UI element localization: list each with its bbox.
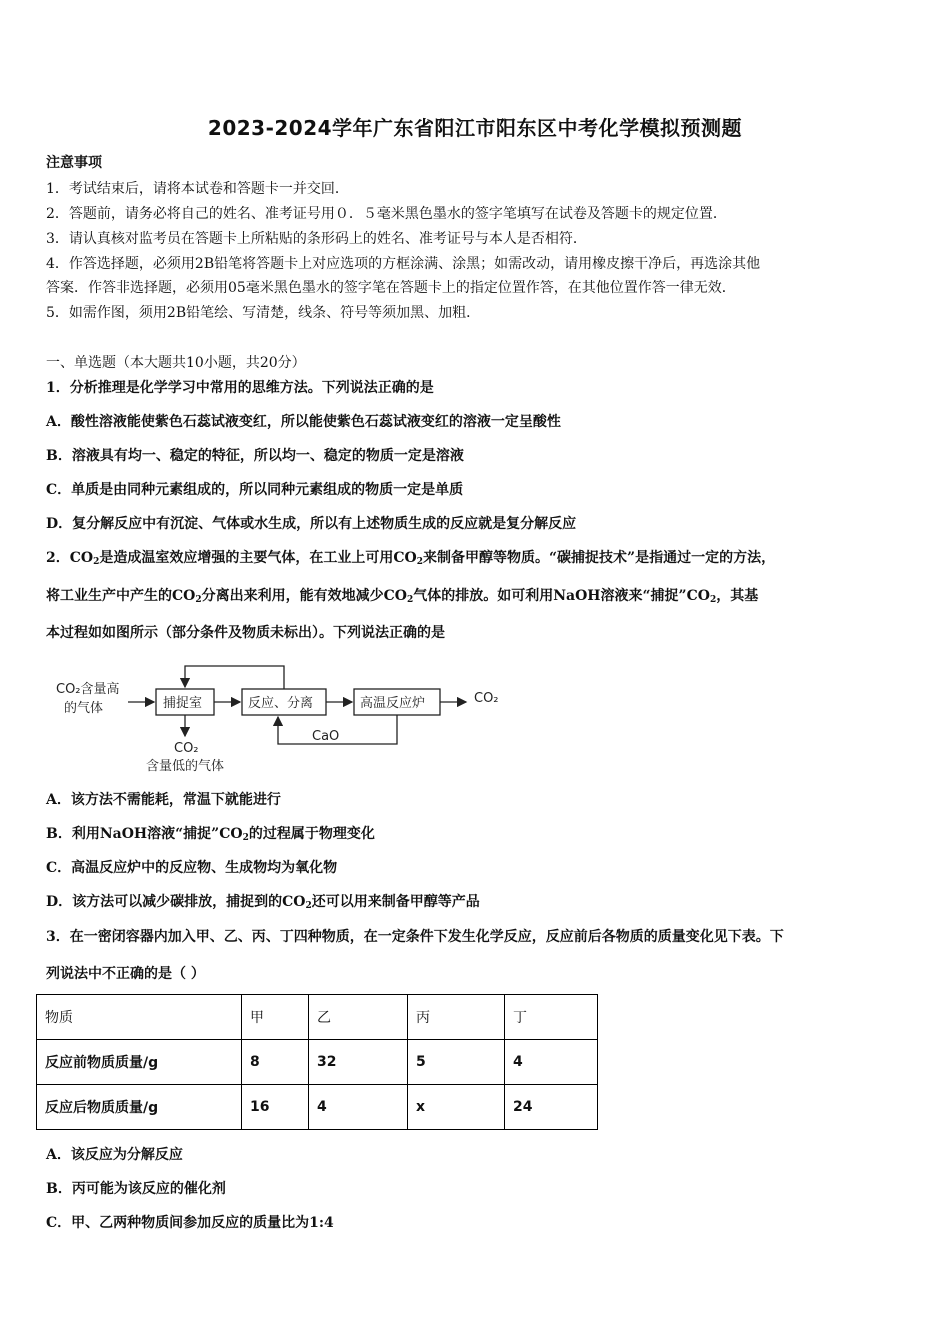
notice-item: 3．请认真核对监考员在答题卡上所粘贴的条形码上的姓名、准考证号与本人是否相符． — [46, 231, 587, 247]
process-flow-diagram — [50, 660, 520, 780]
q3-option-b: B．丙可能为该反应的催化剂 — [46, 1181, 226, 1197]
notice-item: 5．如需作图，须用2B铅笔绘、写清楚，线条、符号等须加黑、加粗． — [46, 305, 481, 321]
table-row — [37, 1085, 598, 1130]
table-cell: 反应前物质质量/g — [37, 1040, 242, 1085]
question-3-line2: 列说法中不正确的是（ ） — [46, 966, 205, 982]
question-1-stem: 1．分析推理是化学学习中常用的思维方法。下列说法正确的是 — [46, 380, 434, 396]
table-row — [37, 1040, 598, 1085]
q2-option-a: A．该方法不需能耗，常温下就能进行 — [46, 792, 281, 808]
table-cell: 4 — [309, 1085, 408, 1130]
notice-item: 4．作答选择题，必须用2B铅笔将答题卡上对应选项的方框涂满、涂黑；如需改动，请用橡皮擦干净后，再选涂其他 — [46, 256, 761, 272]
low-gas-label-line1: CO₂ — [174, 741, 199, 756]
q3-option-c: C．甲、乙两种物质间参加反应的质量比为1:4 — [46, 1215, 334, 1231]
cao-label: CaO — [312, 729, 340, 744]
table-cell: 32 — [309, 1040, 408, 1085]
q2-option-c: C．高温反应炉中的反应物、生成物均为氧化物 — [46, 860, 338, 876]
page-title: 2023-2024学年广东省阳江市阳东区中考化学模拟预测题 — [207, 116, 743, 140]
notice-item: 1．考试结束后，请将本试卷和答题卡一并交回． — [46, 181, 349, 197]
table-header-cell: 甲 — [242, 995, 309, 1040]
notice-item: 2．答题前，请务必将自己的姓名、准考证号用０．５毫米黑色墨水的签字笔填写在试卷及答题卡的规定位置． — [46, 206, 727, 222]
q2-option-d: D．该方法可以减少碳排放，捕捉到的$CO_2$还可以用来制备甲醇等产品 — [46, 894, 480, 911]
input-label-line1: CO₂含量高 — [56, 682, 120, 697]
low-gas-label-line2: 含量低的气体 — [146, 759, 225, 774]
input-label-line2: 的气体 — [64, 701, 104, 716]
table-cell: 16 — [242, 1085, 309, 1130]
output-label: CO₂ — [474, 691, 499, 706]
mass-change-table — [36, 994, 598, 1130]
table-header-cell: 物质 — [37, 995, 242, 1040]
table-cell: 5 — [408, 1040, 505, 1085]
notice-heading: 注意事项 — [46, 155, 102, 171]
table-cell: x — [408, 1085, 505, 1130]
table-header-row — [37, 995, 598, 1040]
q1-option-d: D．复分解反应中有沉淀、气体或水生成，所以有上述物质生成的反应就是复分解反应 — [46, 516, 577, 532]
notice-item: 答案．作答非选择题，必须用05毫米黑色墨水的签字笔在答题卡上的指定位置作答，在其他位置作答一律无效． — [46, 280, 736, 296]
capture-chamber-label: 捕捉室 — [163, 696, 203, 711]
table-header-cell: 丁 — [505, 995, 598, 1040]
section-heading: 一、单选题（本大题共10小题，共20分） — [46, 355, 306, 371]
reaction-separation-label: 反应、分离 — [248, 696, 314, 711]
table-cell: 24 — [505, 1085, 598, 1130]
q1-option-a: A．酸性溶液能使紫色石蕊试液变红，所以能使紫色石蕊试液变红的溶液一定呈酸性 — [46, 414, 561, 430]
table-header-cell: 丙 — [408, 995, 505, 1040]
question-2-line1: 2．$CO_2$是造成温室效应增强的主要气体，在工业上可用$CO_2$来制备甲醇等物质。“碳捕捉技术”是指通过一定的方法， — [46, 550, 776, 567]
q1-option-b: B．溶液具有均一、稳定的特征，所以均一、稳定的物质一定是溶液 — [46, 448, 464, 464]
q3-option-a: A．该反应为分解反应 — [46, 1147, 183, 1163]
question-2-line3: 本过程如如图所示（部分条件及物质未标出）。下列说法正确的是 — [46, 625, 445, 641]
q2-option-b: B．利用NaOH溶液“捕捉$”CO_2$的过程属于物理变化 — [46, 826, 375, 843]
q1-option-c: C．单质是由同种元素组成的，所以同种元素组成的物质一定是单质 — [46, 482, 464, 498]
table-cell: 4 — [505, 1040, 598, 1085]
question-3-line1: 3．在一密闭容器内加入甲、乙、丙、丁四种物质，在一定条件下发生化学反应，反应前后各物质的质量变化见下表。下 — [46, 929, 784, 945]
question-2-line2: 将工业生产中产生的$CO_2$分离出来利用，能有效地减少$CO_2$气体的排放。如可利用NaOH溶液来“捕捉$”CO_2$，其基 — [46, 588, 759, 605]
loop-arrow-top — [185, 666, 284, 689]
table-header-cell: 乙 — [309, 995, 408, 1040]
table-cell: 8 — [242, 1040, 309, 1085]
table-cell: 反应后物质质量/g — [37, 1085, 242, 1130]
high-temp-furnace-label: 高温反应炉 — [360, 696, 426, 711]
